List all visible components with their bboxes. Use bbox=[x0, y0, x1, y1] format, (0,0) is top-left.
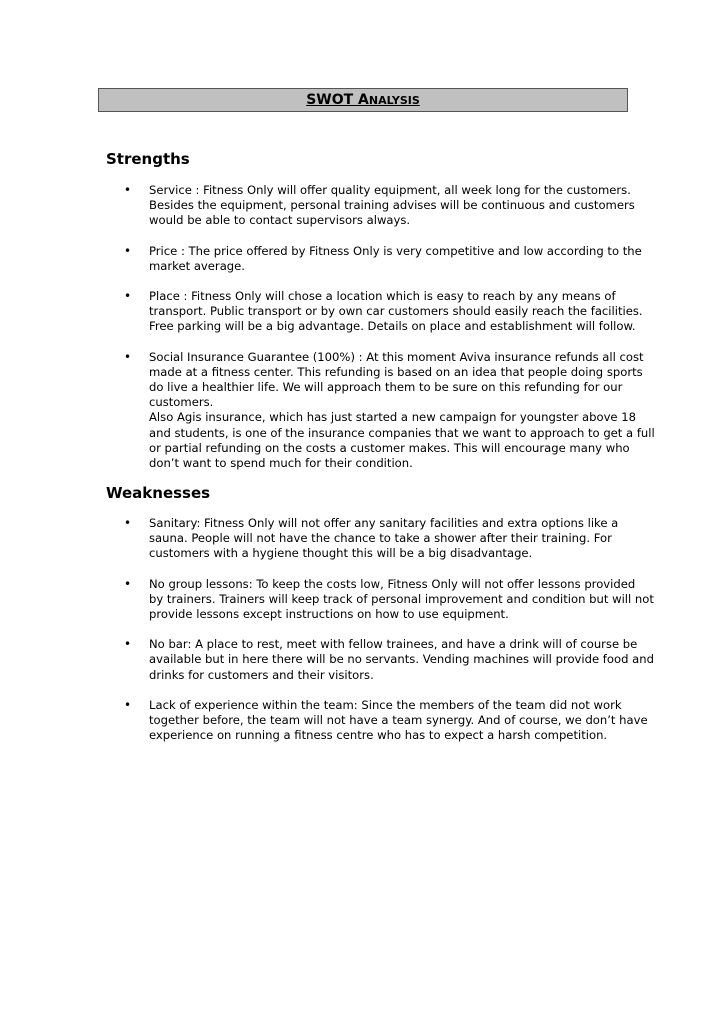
item-text-line: don’t want to spend much for their condition. bbox=[149, 456, 413, 471]
strengths-heading: Strengths bbox=[106, 150, 190, 168]
item-text-line: Sanitary: Fitness Only will not offer any sanitary facilities and extra options like a bbox=[149, 516, 619, 530]
list-item bbox=[106, 349, 655, 472]
document-title bbox=[98, 88, 628, 112]
item-text-line: or partial refunding on the costs a customer makes. This will encourage many who bbox=[149, 440, 630, 455]
bullet-icon: • bbox=[124, 697, 132, 712]
title-initial: A bbox=[358, 92, 369, 108]
item-text-line: available but in here there will be no servants. Vending machines will provide food and bbox=[149, 652, 654, 667]
item-text-line: together before, the team will not have a team synergy. And of course, we don’t have bbox=[149, 713, 648, 728]
bullet-icon: • bbox=[124, 637, 132, 652]
item-text-line: customers with a hygiene thought this will be a big disadvantage. bbox=[149, 546, 533, 561]
item-text-line: Price : The price offered by Fitness Only is very competitive and low according to the bbox=[149, 243, 642, 258]
list-item bbox=[106, 243, 642, 274]
item-text-line: do live a healthier life. We will approach them to be sure on this refunding for our bbox=[149, 380, 623, 395]
item-text-line: Service : Fitness Only will offer quality equipment, all week long for the customers. bbox=[149, 183, 631, 197]
item-text-line: experience on running a fitness centre who has to expect a harsh competition. bbox=[149, 728, 608, 743]
list-item bbox=[106, 183, 635, 229]
weaknesses-list bbox=[106, 516, 654, 758]
list-item bbox=[106, 697, 648, 744]
title-small-caps: NALYSIS bbox=[368, 94, 420, 107]
bullet-icon: • bbox=[124, 183, 132, 197]
item-text-line: Lack of experience within the team: Since the members of the team did not work bbox=[149, 697, 622, 712]
item-text-line: Also Agis insurance, which has just started a new campaign for youngster above 18 bbox=[149, 410, 637, 425]
list-item bbox=[106, 576, 654, 623]
list-item bbox=[106, 637, 654, 683]
bullet-icon: • bbox=[124, 576, 132, 591]
item-text-line: No group lessons: To keep the costs low, Fitness Only will not offer lessons provided bbox=[149, 576, 636, 591]
item-text-line: No bar: A place to rest, meet with fellow trainees, and have a drink will of course be bbox=[149, 637, 638, 652]
item-text-line: transport. Public transport or by own car customers should easily reach the facilities. bbox=[149, 304, 643, 319]
title-word: SWOT bbox=[306, 92, 359, 108]
item-text-line: Free parking will be a big advantage. Details on place and establishment will follow. bbox=[149, 319, 636, 334]
strengths-list bbox=[106, 183, 655, 486]
item-text-line: customers. bbox=[149, 395, 214, 410]
bullet-icon: • bbox=[124, 243, 132, 258]
item-text-line: made at a fitness center. This refunding is based on an idea that people doing sports bbox=[149, 364, 643, 379]
item-text-line: would be able to contact supervisors always. bbox=[149, 213, 411, 228]
weaknesses-heading: Weaknesses bbox=[106, 484, 211, 502]
item-text-line: sauna. People will not have the chance to take a shower after their training. For bbox=[149, 531, 612, 546]
item-text-line: Besides the equipment, personal training advises will be continuous and customers bbox=[149, 198, 635, 213]
item-text-line: and students, is one of the insurance companies that we want to approach to get a full bbox=[149, 425, 655, 440]
list-item bbox=[106, 516, 626, 562]
bullet-icon: • bbox=[124, 289, 132, 304]
list-item bbox=[106, 289, 643, 335]
item-text-line: by trainers. Trainers will keep track of personal improvement and condition but will not bbox=[149, 591, 654, 606]
bullet-icon: • bbox=[124, 516, 132, 530]
item-text-line: market average. bbox=[149, 258, 245, 273]
item-text-line: Social Insurance Guarantee (100%) : At this moment Aviva insurance refunds all cost bbox=[149, 349, 644, 364]
bullet-icon: • bbox=[124, 349, 132, 364]
item-text-line: provide lessons except instructions on how to use equipment. bbox=[149, 607, 509, 622]
item-text-line: drinks for customers and their visitors. bbox=[149, 667, 374, 682]
item-text-line: Place : Fitness Only will chose a location which is easy to reach by any means of bbox=[149, 289, 616, 304]
